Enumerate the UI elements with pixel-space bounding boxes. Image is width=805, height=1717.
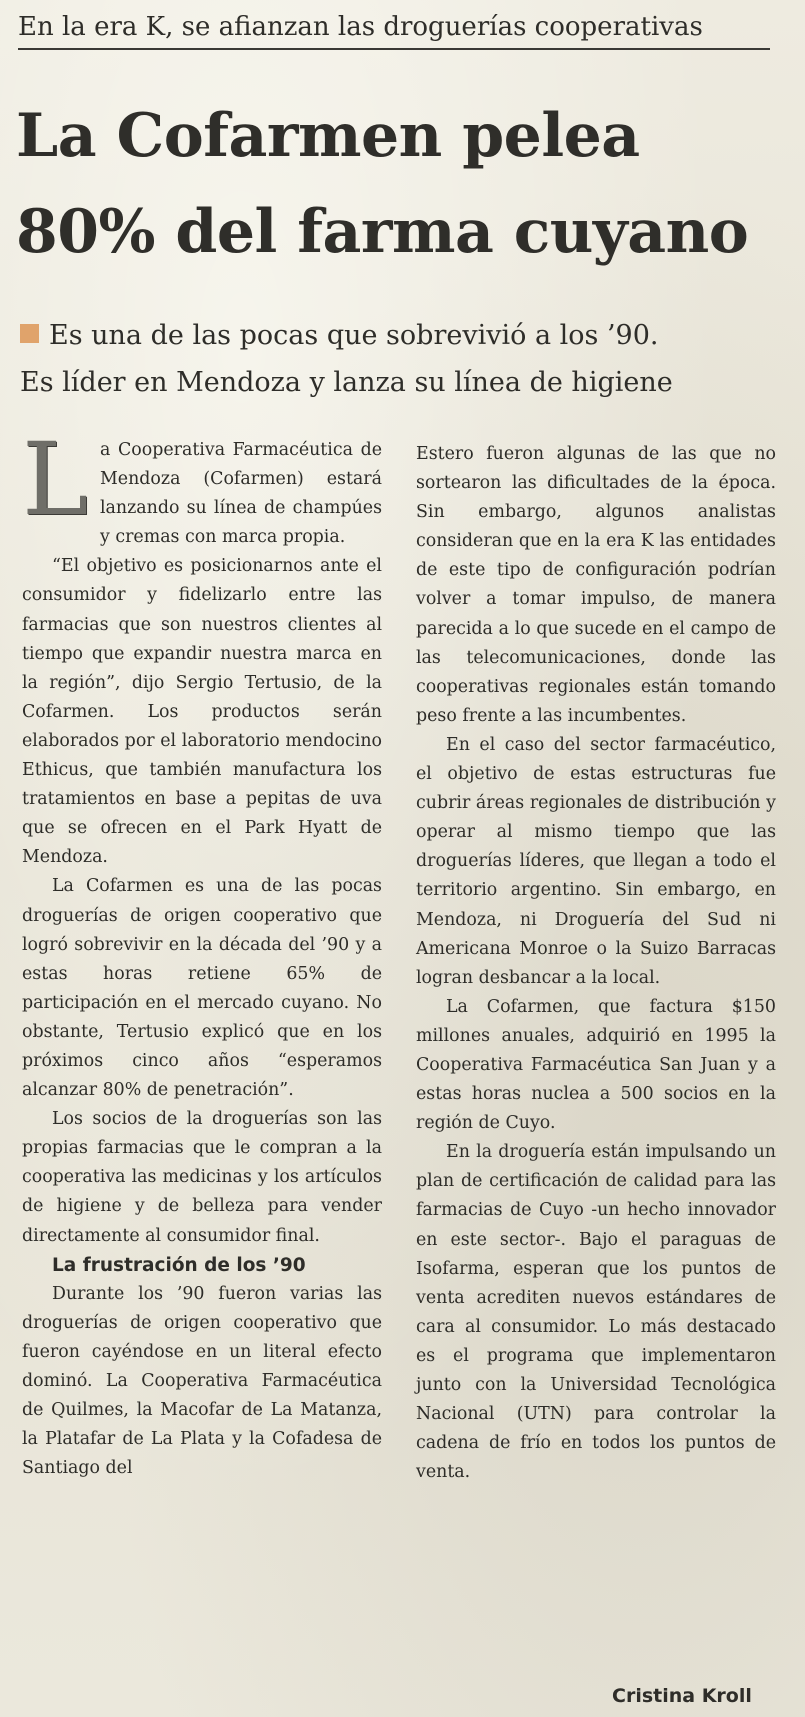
article-column-right xyxy=(416,440,776,1487)
deck-text-1: Es una de las pocas que sobrevivió a los ’90. xyxy=(49,320,659,351)
bullet-square-icon xyxy=(20,324,39,343)
kicker-line: En la era K, se afianzan las droguerías cooperativas xyxy=(18,12,770,50)
section-subhead: La frustración de los ’90 xyxy=(52,1254,306,1276)
paragraph: La Cofarmen, que factura $150 millones anuales, adquirió en 1995 la Cooperativa Farmacéutica San Juan y a estas horas nuclea a 500 socios en la región de Cuyo. xyxy=(416,996,776,1134)
deck-line-2: Es líder en Mendoza y lanza su línea de higiene xyxy=(20,367,673,398)
article-column-left xyxy=(22,421,382,1483)
paragraph-text: a Cooperativa Farmacéutica de Mendoza (Cofarmen) estará lanzando su línea de champúes y cremas con marca propia. xyxy=(100,440,382,548)
paragraph: Los socios de la droguerías son las propias farmacias que le compran a la cooperativa las medicinas y los artículos de higiene y de belleza para vender directamente al consumidor final. xyxy=(22,1109,382,1246)
headline-line-1: La Cofarmen pelea xyxy=(16,101,640,171)
deck xyxy=(20,312,790,406)
headline xyxy=(16,88,786,280)
paragraph: En el caso del sector farmacéutico, el objetivo de estas estructuras fue cubrir áreas regionales de distribución y operar al mismo tiempo que las droguerías líderes, que llegan a todo el territorio argentino. Sin embargo, en Mendoza, ni Droguería del Sud ni Americana Monroe o la Suizo Barracas logran desbancar a la local. xyxy=(416,734,776,988)
headline-line-2: 80% del farma cuyano xyxy=(16,197,749,267)
paragraph xyxy=(22,421,382,552)
paragraph: Estero fueron algunas de las que no sortearon las dificultades de la época. Sin embargo, algunos analistas consideran que en la era K las entidades de este tipo de configuración podrían volver a tomar impulso, de manera parecida a lo que sucede en el campo de las telecomunicaciones, donde las cooperativas regionales están tomando peso frente a las incumbentes. xyxy=(416,444,776,726)
paragraph: “El objetivo es posicionarnos ante el consumidor y fidelizarlo entre las farmacias que son nuestros clientes al tiempo que expandir nuestra marca en la región”, dijo Sergio Tertusio, de la Cofarmen. Los productos serán elaborados por el laboratorio mendocino Ethicus, que también manufactura los tratamientos en base a pepitas de uva que se ofrecen en el Park Hyatt de Mendoza. xyxy=(22,556,382,868)
paragraph: Durante los ’90 fueron varias las droguerías de origen cooperativo que fueron cayéndose en un literal efecto dominó. La Cooperativa Farmacéutica de Quilmes, la Macofar de La Matanza, la Platafar de La Plata y la Cofadesa de Santiago del xyxy=(22,1283,382,1479)
paragraph: La Cofarmen es una de las pocas droguerías de origen cooperativo que logró sobrevivir en la década del ’90 y a estas horas retiene 65% de participación en el mercado cuyano. No obstante, Tertusio explicó que en los próximos cinco años “esperamos alcanzar 80% de penetración”. xyxy=(22,876,382,1101)
deck-line-1 xyxy=(20,312,790,359)
paragraph: En la droguería están impulsando un plan de certificación de calidad para las farmacias de Cuyo -un hecho innovador en este sector-. Bajo el paraguas de Isofarma, esperan que los puntos de venta acrediten nuevos estándares de cara al consumidor. Lo más destacado es el programa que implementaron junto con la Universidad Tecnológica Nacional (UTN) para controlar la cadena de frío en todos los puntos de venta. xyxy=(416,1142,776,1483)
drop-cap: L xyxy=(22,421,89,538)
byline: Cristina Kroll xyxy=(612,1685,752,1707)
